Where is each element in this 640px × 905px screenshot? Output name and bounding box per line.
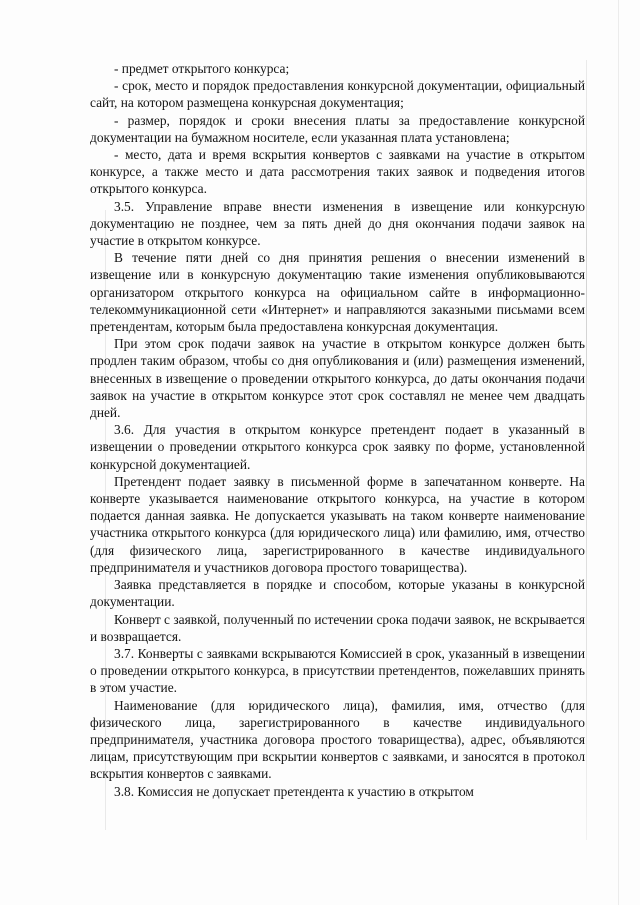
scan-artifact-line bbox=[586, 60, 587, 840]
clause-3-6: 3.6. Для участия в открытом конкурсе претендент подает в указанный в извещении о проведении открытого конкурса срок заявку по форме, установленной конкурсной документацией. bbox=[90, 422, 585, 472]
list-item-subject: - предмет открытого конкурса; bbox=[114, 61, 290, 76]
paragraph-late-envelope: Конверт с заявкой, полученный по истечении срока подачи заявок, не вскрывается и возвращается. bbox=[90, 611, 585, 644]
clause-3-7: 3.7. Конверты с заявками вскрываются Комиссией в срок, указанный в извещении о проведении открытого конкурса, в присутствии претендентов, пожелавших принять в этом участие. bbox=[90, 645, 585, 696]
paragraph-changes-publication: В течение пяти дней со дня принятия решения о внесении изменений в извещение или в конкурсную документацию такие изменения опубликовываются организатором открытого конкурса на официальном сайте в информационно-телекоммуникационной сети «Интернет» и направляются заказными письмами всем претендентам, которым была предоставлена конкурсная документация. bbox=[90, 250, 585, 335]
list-item-documentation-terms: - срок, место и порядок предоставления конкурсной документации, официальный сайт, на котором размещена конкурсная документация; bbox=[90, 78, 585, 111]
paragraph-names-announced: Наименование (для юридического лица), фамилия, имя, отчество (для физического лица, зарегистрированного в качестве индивидуального предпринимателя, участника договора простого товарищества), адрес, объявляются лицам, присутствующим при вскрытии конвертов с заявками, и заносятся в протокол вскрытия конвертов с заявками. bbox=[90, 697, 585, 782]
list-item-fee: - размер, порядок и сроки внесения платы за предоставление конкурсной документации на бумажном носителе, если указанная плата установлена; bbox=[90, 112, 585, 145]
document-body bbox=[90, 60, 585, 800]
paragraph-sealed-envelope: Претендент подает заявку в письменной форме в запечатанном конверте. На конверте указывается наименование открытого конкурса, на участие в котором подается данная заявка. Не допускается указывать на таком конверте наименование участника открытого конкурса (для юридического лица) или фамилию, имя, отчество (для физического лица, зарегистрированного в качестве индивидуального предпринимателя и участников договора простого товарищества). bbox=[90, 473, 585, 575]
clause-3-5: 3.5. Управление вправе внести изменения в извещение или конкурсную документацию не позднее, чем за пять дней до дня окончания подачи заявок на участие в открытом конкурсе. bbox=[90, 198, 585, 249]
scan-artifact-line bbox=[618, 0, 619, 905]
list-item-opening-envelopes: - место, дата и время вскрытия конвертов с заявками на участие в открытом конкурсе, а также место и дата рассмотрения таких заявок и подведения итогов открытого конкурса. bbox=[90, 147, 585, 197]
paragraph-application-form: Заявка представляется в порядке и способом, которые указаны в конкурсной документации. bbox=[90, 577, 585, 610]
clause-3-8: 3.8. Комиссия не допускает претендента к участию в открытом bbox=[114, 783, 474, 799]
paragraph-deadline-extension: При этом срок подачи заявок на участие в открытом конкурсе должен быть продлен таким образом, чтобы со дня опубликования и (или) размещения изменений, внесенных в извещение о проведении открытого конкурса, до даты окончания подачи заявок на участие в открытом конкурсе этот срок составлял не менее чем двадцать дней. bbox=[90, 336, 585, 421]
